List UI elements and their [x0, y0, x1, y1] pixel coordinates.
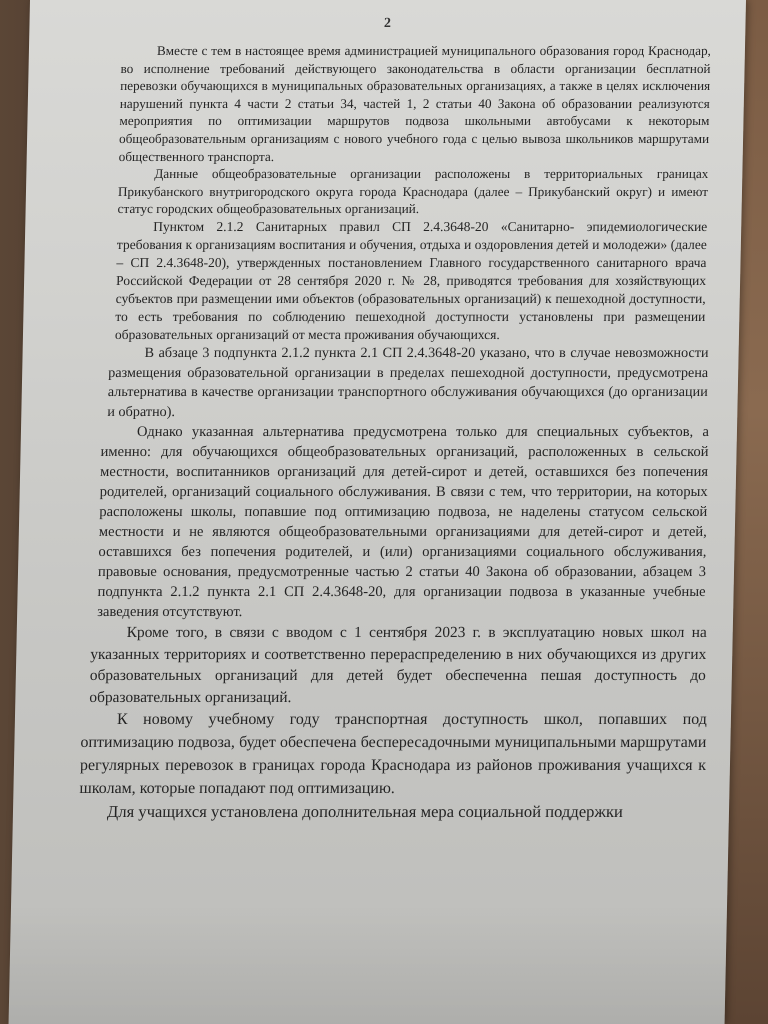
- paragraph-alternative: В абзаце 3 подпункта 2.1.2 пункта 2.1 СП 2.4.3648-20 указано, что в случае невозможности размещения образовательной организации в пределах пешеходной доступности, предусмотрена альтернатива в качестве организации транспортного обслуживания обучающихся (до организации и обратно).: [107, 344, 709, 420]
- paragraph-new-schools: Кроме того, в связи с вводом с 1 сентября 2023 г. в эксплуатацию новых школ на указанных территориях и соответственно перераспределению в них обучающихся из других образовательных организаций для детей будет обеспеченна пешая доступность до образовательных организаций.: [89, 624, 707, 706]
- paragraph-sanitary-rules: Пунктом 2.1.2 Санитарных правил СП 2.4.3648-20 «Санитарно- эпидемиологические требования к организациям воспитания и обучения, отдыха и оздоровления детей и молодежи» (далее – СП 2.4.3648-20), утвержденных постановлением Главного государственного санитарного врача Российской Федерации от 28 сентября 2020 г. № 28, приводятся требования для хозяйствующих субъектов при размещении ими объектов (образовательных организаций) к пешеходной доступности, то есть требования по соблюдению пешеходной доступности установлены при размещении образовательных организаций от места проживания обучающихся.: [114, 218, 708, 342]
- document-page: [9, 0, 746, 1024]
- page-shadow: [9, 904, 728, 1024]
- paragraph-social-support: Для учащихся установлена дополнительная мера социальной поддержки: [106, 802, 624, 822]
- paragraph-transport-access: К новому учебному году транспортная доступность школ, попавших под оптимизацию подвоза, будет обеспечена беспересадочными муниципальными маршрутами регулярных перевозок в границах города Краснодара из районов проживания учащихся к школам, которые попадают под оптимизацию.: [79, 711, 708, 798]
- paragraph-optimization: Вместе с тем в настоящее время администрацией муниципального образования город Краснодар, во исполнение требований действующего законодательства в области организации бесплатной перевозки обучающихся в муниципальных образовательных организациях, а также в целях исключения нарушений пункта 4 части 2 статьи 34, частей 1, 2 статьи 40 Закона об образовании реализуются мероприятия по оптимизации маршрутов подвоза школьными автобусами к некоторым общеобразовательным организациям с нового учебного года с целью вывоза школьников маршрутами общественного транспорта.: [118, 43, 712, 164]
- paragraph-location: Данные общеобразовательные организации расположены в территориальных границах Прикубанского внутригородского округа города Краснодара (далее – Прикубанский округ) и имеют статус городских общеобразовательных организаций.: [117, 166, 709, 217]
- page-number: 2: [383, 16, 392, 31]
- paragraph-special-subjects: Однако указанная альтернатива предусмотрена только для специальных субъектов, а именно: для обучающихся общеобразовательных организаций, расположенных в сельской местности, воспитанников организаций для детей-сирот и детей, оставшихся без попечения родителей, организаций социального обслуживания. В связи с тем, что территории, на которых расположены школы, попавшие под оптимизацию подвоза, не наделены статусом сельской местности и не являются общеобразовательными организациями для детей-сирот и детей, оставшихся без попечения родителей, и (или) организациями социального обслуживания, правовые основания, предусмотренные частью 2 статьи 40 Закона об образовании, абзацем 3 подпункта 2.1.2 пункта 2.1 СП 2.4.3648-20, для организации подвоза в указанные учебные заведения отсутствуют.: [97, 424, 710, 621]
- document-body: [79, 42, 712, 824]
